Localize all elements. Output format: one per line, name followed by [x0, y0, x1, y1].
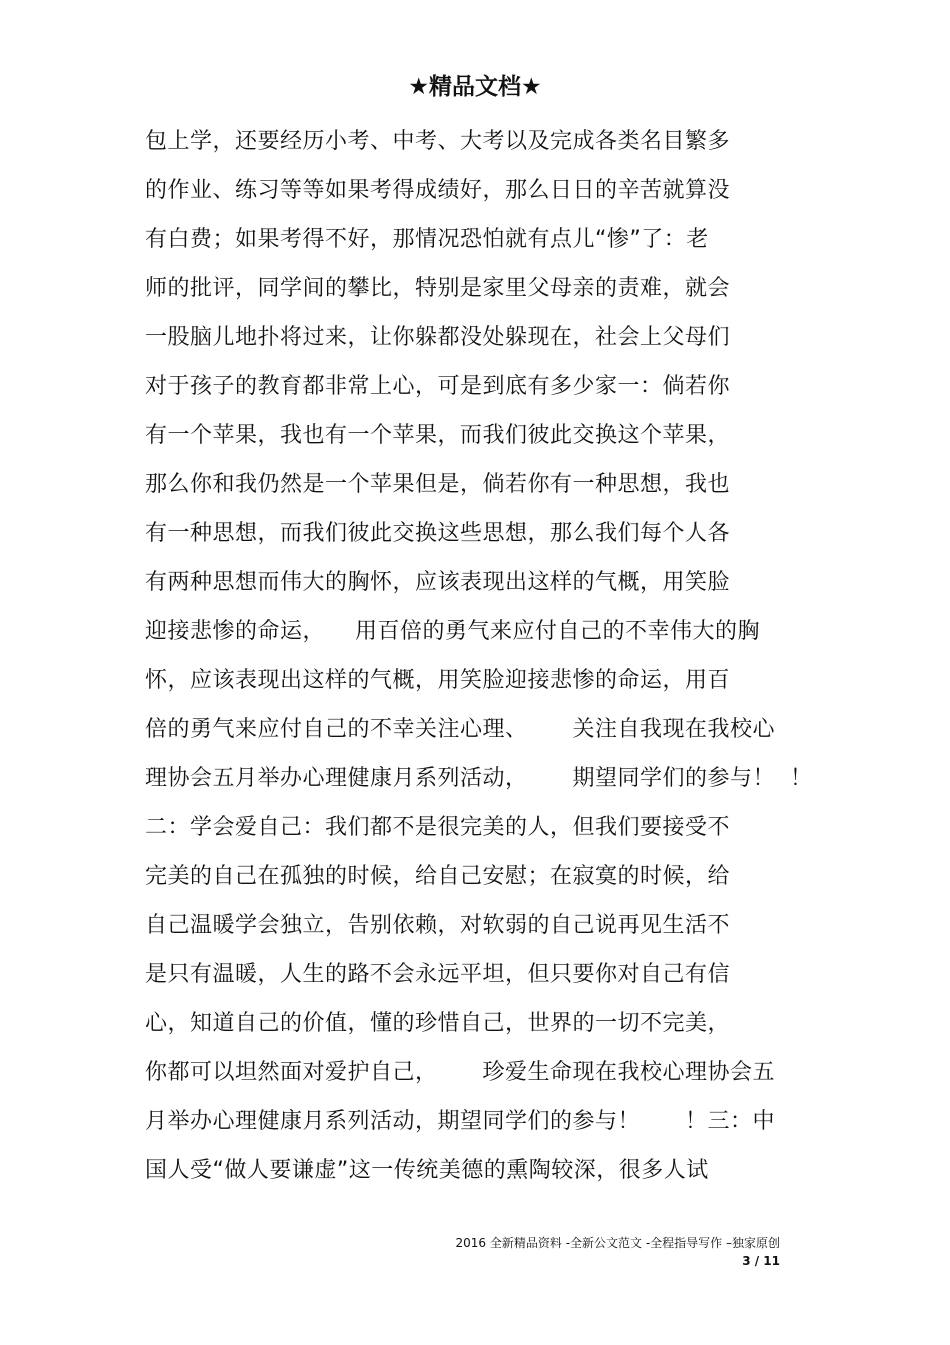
page-number: 3 / 11 — [742, 1254, 780, 1268]
body-line: 二：学会爱自己：我们都不是很完美的人，但我们要接受不 — [145, 815, 731, 840]
body-line: 月举办心理健康月系列活动，期望同学们的参与！ ！三：中 — [145, 1109, 775, 1134]
body-line: 有一种思想，而我们彼此交换这些思想，那么我们每个人各 — [145, 521, 731, 546]
body-line: 是只有温暖，人生的路不会永远平坦，但只要你对自己有信 — [145, 962, 731, 987]
body-line: 包上学，还要经历小考、中考、大考以及完成各类名目繁多 — [145, 129, 731, 154]
body-line: 那么你和我仍然是一个苹果但是，倘若你有一种思想，我也 — [145, 472, 731, 497]
body-line: 有两种思想而伟大的胸怀，应该表现出这样的气概，用笑脸 — [145, 570, 731, 595]
body-line: 一股脑儿地扑将过来，让你躲都没处躲现在，社会上父母们 — [145, 325, 731, 350]
body-line: 完美的自己在孤独的时候，给自己安慰；在寂寞的时候，给 — [145, 864, 731, 889]
footer-text: 2016 全新精品资料 -全新公文范文 -全程指导写作 –独家原创 — [455, 1236, 780, 1250]
document-header-title: ★精品文档★ — [408, 74, 542, 100]
body-line: 倍的勇气来应付自己的不幸关注心理、 关注自我现在我校心 — [145, 717, 775, 742]
body-line: 迎接悲惨的命运， 用百倍的勇气来应付自己的不幸伟大的胸 — [145, 619, 760, 644]
document-body — [145, 122, 905, 1200]
body-line: 的作业、练习等等如果考得成绩好，那么日日的辛苦就算没 — [145, 178, 731, 203]
body-line: 你都可以坦然面对爱护自己， 珍爱生命现在我校心理协会五 — [145, 1060, 775, 1085]
body-line: 怀，应该表现出这样的气概，用笑脸迎接悲惨的命运，用百 — [145, 668, 731, 693]
body-line: 理协会五月举办心理健康月系列活动， 期望同学们的参与！ ！ — [145, 766, 813, 791]
body-line: 国人受“做人要谦虚”这一传统美德的熏陶较深，很多人试 — [145, 1158, 709, 1183]
body-line: 心，知道自己的价值，懂的珍惜自己，世界的一切不完美， — [145, 1011, 731, 1036]
body-line: 师的批评，同学间的攀比，特别是家里父母亲的责难，就会 — [145, 276, 731, 301]
body-line: 对于孩子的教育都非常上心，可是到底有多少家一：倘若你 — [145, 374, 731, 399]
body-line: 自己温暖学会独立，告别依赖，对软弱的自己说再见生活不 — [145, 913, 731, 938]
body-line: 有一个苹果，我也有一个苹果，而我们彼此交换这个苹果， — [145, 423, 731, 448]
body-line: 有白费；如果考得不好，那情况恐怕就有点儿“惨”了：老 — [145, 227, 709, 252]
